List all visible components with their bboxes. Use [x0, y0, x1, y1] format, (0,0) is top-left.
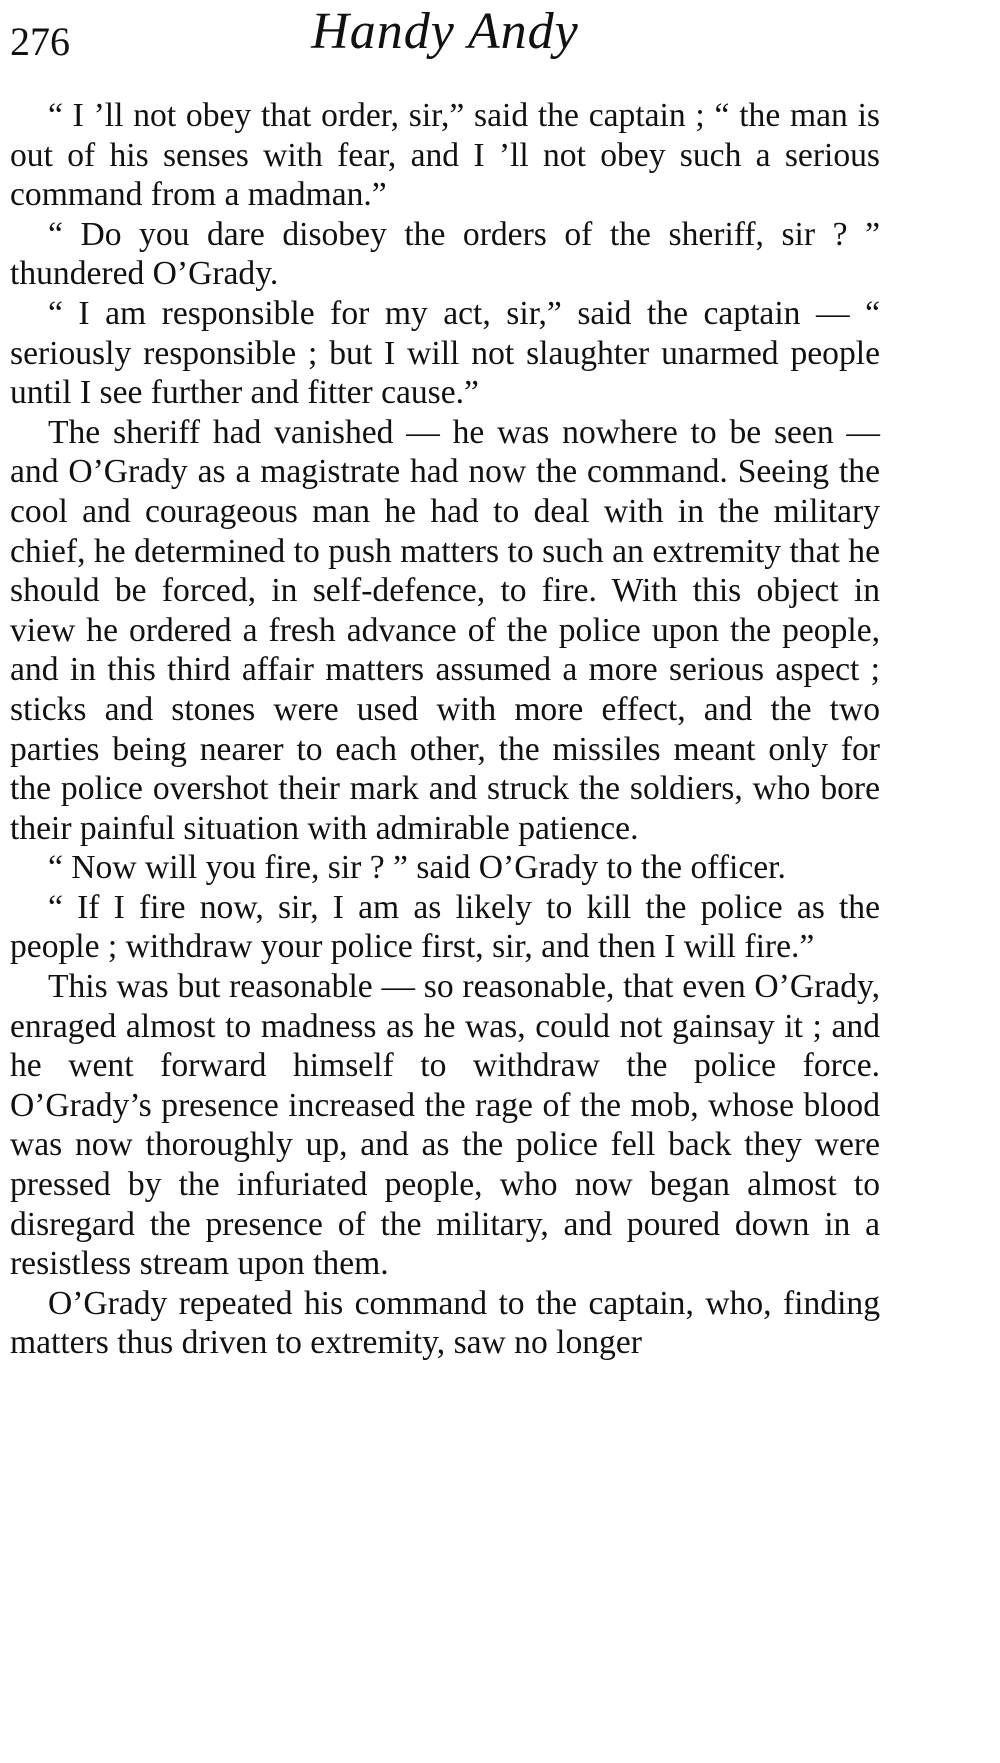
paragraph: This was but reasonable — so reasonable, that even O’Grady, enraged almost to madness as he was, could not gainsay it ; and he went forward himself to withdraw the police force. O’Grady’s presence increased the rage of the mob, whose blood was now thoroughly up, and as the police fell back they were pressed by the infuriated people, who now began almost to disregard the presence of the military, and poured down in a resistless stream upon them. — [10, 968, 880, 1283]
paragraph: “ I ’ll not obey that order, sir,” said the captain ; “ the man is out of his senses with fear, and I ’ll not obey such a serious command from a madman.” — [10, 97, 880, 214]
running-title: Handy Andy — [311, 3, 579, 60]
page-number: 276 — [10, 19, 70, 64]
paragraph: “ Now will you fire, sir ? ” said O’Grady to the officer. — [48, 849, 786, 887]
paragraph: The sheriff had vanished — he was nowhere to be seen — and O’Grady as a magistrate had now the command. Seeing the cool and courageous man he had to deal with in the military chief, he determined to push matters to such an extremity that he should be forced, in self-defence, to fire. With this object in view he ordered a fresh advance of the police upon the people, and in this third affair matters assumed a more serious aspect ; sticks and stones were used with more effect, and the two parties being nearer to each other, the missiles meant only for the police overshot their mark and struck the soldiers, who bore their painful situation with admirable patience. — [10, 413, 880, 847]
paragraph: “ Do you dare disobey the orders of the sheriff, sir ? ” thundered O’Grady. — [10, 215, 880, 293]
paragraph: O’Grady repeated his command to the captain, who, finding matters thus driven to extremity, saw no longer — [10, 1284, 880, 1362]
running-head — [10, 0, 880, 84]
paragraph: “ If I fire now, sir, I am as likely to kill the police as the people ; withdraw your police first, sir, and then I will fire.” — [10, 888, 880, 966]
paragraph: “ I am responsible for my act, sir,” said the captain — “ seriously responsible ; but I will not slaughter unarmed people until I see further and fitter cause.” — [10, 294, 880, 412]
book-page — [10, 0, 880, 1763]
body-text — [10, 96, 880, 1363]
